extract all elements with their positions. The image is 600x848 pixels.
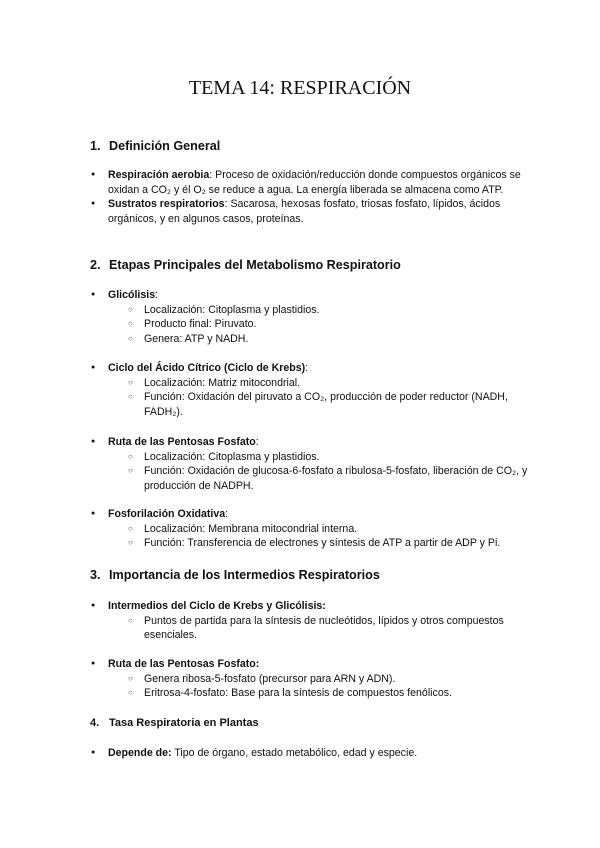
term: Respiración aerobia (108, 169, 210, 181)
definition: Sacarosa, hexosas fosfato, triosas fosfato, lípidos, ácidos orgánicos, y en algunos casos, proteínas. (108, 198, 501, 225)
stage-fosforilacion (90, 507, 530, 551)
list-item (90, 657, 530, 672)
section-number: 4. (90, 717, 100, 729)
sep: : (209, 169, 213, 181)
section-heading-1 (90, 138, 220, 154)
sub-item: ○ Genera ribosa-5-fosfato (precursor para ARN y ADN). (90, 672, 530, 687)
term: Depende de: (108, 747, 172, 759)
list-item (90, 435, 530, 450)
sub-item: ○ Producto final: Piruvato. (90, 317, 530, 332)
section-heading-2 (90, 257, 401, 273)
intermedios-pentosas (90, 657, 530, 701)
list-item (90, 361, 530, 376)
section-title: Importancia de los Intermedios Respiratorios (109, 568, 380, 582)
term: Ruta de las Pentosas Fosfato (108, 436, 256, 448)
section-title: Definición General (109, 139, 221, 153)
stage-krebs (90, 361, 530, 419)
intermedios-krebs (90, 599, 530, 643)
sep: : (255, 436, 259, 448)
section-number: 2. (90, 258, 101, 272)
section-title: Tasa Respiratoria en Plantas (109, 717, 259, 729)
sub-item: ○ Función: Oxidación del piruvato a CO₂, producción de poder reductor (NADH, FADH₂). (90, 390, 530, 419)
sep: : (305, 362, 309, 374)
term: Intermedios del Ciclo de Krebs y Glicólisis: (108, 600, 326, 612)
section-title: Etapas Principales del Metabolismo Respiratorio (109, 258, 401, 272)
section-number: 1. (90, 139, 101, 153)
sub-item: ○ Genera: ATP y NADH. (90, 332, 530, 347)
list-item (90, 746, 530, 761)
sub-item: ○ Función: Oxidación de glucosa-6-fosfato a ribulosa-5-fosfato, liberación de CO₂, y producción de NADPH. (90, 464, 530, 493)
stage-glicolisis (90, 288, 530, 346)
sub-item: ○ Localización: Citoplasma y plastidios. (90, 450, 530, 465)
section-4-list (90, 746, 530, 761)
sub-item: ○ Función: Transferencia de electrones y síntesis de ATP a partir de ADP y Pi. (90, 536, 530, 551)
sep: : (155, 289, 159, 301)
term: Fosforilación Oxidativa (108, 508, 226, 520)
sub-item: ○ Localización: Matriz mitocondrial. (90, 376, 530, 391)
sub-item: ○ Puntos de partida para la síntesis de nucleótidos, lípidos y otros compuestos esenciales. (90, 614, 530, 643)
sub-item: ○ Localización: Membrana mitocondrial interna. (90, 522, 530, 537)
sub-item: ○ Eritrosa-4-fosfato: Base para la síntesis de compuestos fenólicos. (90, 686, 530, 701)
term: Glicólisis (108, 289, 156, 301)
section-heading-4 (90, 715, 259, 731)
term: Ruta de las Pentosas Fosfato: (108, 658, 260, 670)
sep: : (225, 508, 229, 520)
section-heading-3 (90, 567, 380, 583)
term: Sustratos respiratorios (108, 198, 225, 211)
stage-pentosas (90, 435, 530, 493)
list-item (90, 507, 530, 522)
list-item (90, 288, 530, 303)
section-number: 3. (90, 568, 101, 582)
section-1-list (90, 168, 530, 226)
sub-item: ○ Localización: Citoplasma y plastidios. (90, 303, 530, 318)
sep: : (224, 198, 228, 211)
list-item (90, 599, 530, 614)
definition: Proceso de oxidación/reducción donde compuestos orgánicos se oxidan a CO₂ y él O₂ se reduce a agua. La energía liberada se almacena como ATP. (108, 169, 521, 196)
list-item (90, 168, 530, 197)
definition: Tipo de órgano, estado metabólico, edad y especie. (171, 747, 418, 759)
list-item (90, 197, 530, 226)
term: Ciclo del Ácido Cítrico (Ciclo de Krebs) (108, 362, 306, 374)
page-title: TEMA 14: RESPIRACIÓN (188, 77, 412, 99)
